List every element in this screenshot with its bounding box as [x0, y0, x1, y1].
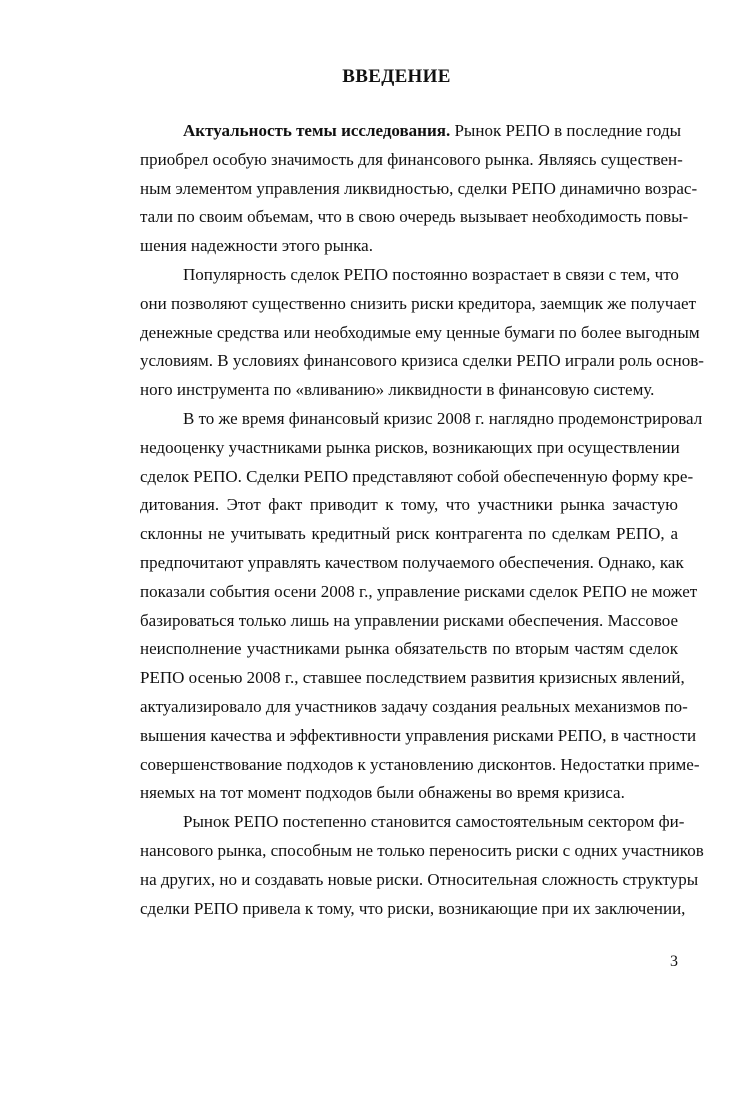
text-line: сделок РЕПО. Сделки РЕПО представляют собой обеспеченную форму кре- — [140, 466, 694, 486]
text-line: нансового рынка, способным не только переносить риски с одних участников — [140, 840, 704, 860]
text-line: неисполнение участниками рынка обязательств по вторым частям сделок — [140, 639, 678, 659]
section-title: ВВЕДЕНИЕ — [342, 66, 451, 87]
text-line: РЕПО осенью 2008 г., ставшее последствием развития кризисных явлений, — [140, 668, 685, 688]
text-line: приобрел особую значимость для финансового рынка. Являясь существен- — [140, 149, 683, 169]
text-line: тали по своим объемам, что в свою очередь вызывает необходимость повы- — [140, 207, 689, 227]
paragraph-market-sector — [97, 808, 704, 923]
text-line: Рынок РЕПО постепенно становится самостоятельным сектором фи- — [183, 812, 685, 832]
text-line: совершенствование подходов к установлению дисконтов. Недостатки приме- — [140, 754, 700, 774]
text-line: они позволяют существенно снизить риски кредитора, заемщик же получает — [140, 293, 696, 313]
text-line: недооценку участниками рынка рисков, возникающих при осуществлении — [140, 437, 680, 457]
text-line: условиям. В условиях финансового кризиса сделки РЕПО играли роль основ- — [140, 351, 704, 371]
lead-bold-phrase: Актуальность темы исследования. — [183, 121, 451, 140]
text-line: показали события осени 2008 г., управление рисками сделок РЕПО не может — [140, 581, 698, 601]
text-line: В то же время финансовый кризис 2008 г. наглядно продемонстрировал — [183, 408, 703, 428]
text-line: шения надежности этого рынка. — [140, 236, 373, 256]
text-line: предпочитают управлять качеством получаемого обеспечения. Однако, как — [140, 552, 684, 572]
text-line: няемых на тот момент подходов были обнажены во время кризиса. — [140, 783, 625, 803]
text-line: сделки РЕПО привела к тому, что риски, возникающие при их заключении, — [140, 898, 686, 918]
text-line: Популярность сделок РЕПО постоянно возрастает в связи с тем, что — [183, 264, 679, 284]
paragraph-popularity — [97, 261, 704, 405]
text-line: вышения качества и эффективности управления рисками РЕПО, в частности — [140, 725, 697, 745]
paragraph-crisis — [97, 405, 703, 808]
body-text — [97, 117, 704, 923]
text-line: Актуальность темы исследования. Рынок РЕПО в последние годы — [183, 121, 682, 140]
text-line: актуализировало для участников задачу создания реальных механизмов по- — [140, 696, 688, 716]
page-number: 3 — [670, 953, 678, 970]
text-line: базироваться только лишь на управлении рисками обеспечения. Массовое — [140, 610, 678, 630]
text-line: дитования. Этот факт приводит к тому, что участники рынка зачастую — [140, 495, 678, 515]
text-line: на других, но и создавать новые риски. Относительная сложность структуры — [140, 869, 699, 889]
text-line: денежные средства или необходимые ему ценные бумаги по более выгодным — [140, 322, 700, 342]
paragraph-relevance — [97, 117, 698, 261]
text-line: ного инструмента по «вливанию» ликвидности в финансовую систему. — [140, 380, 655, 400]
text-line: склонны не учитывать кредитный риск контрагента по сделкам РЕПО, а — [140, 524, 678, 544]
text-line: ным элементом управления ликвидностью, сделки РЕПО динамично возрас- — [140, 178, 698, 198]
